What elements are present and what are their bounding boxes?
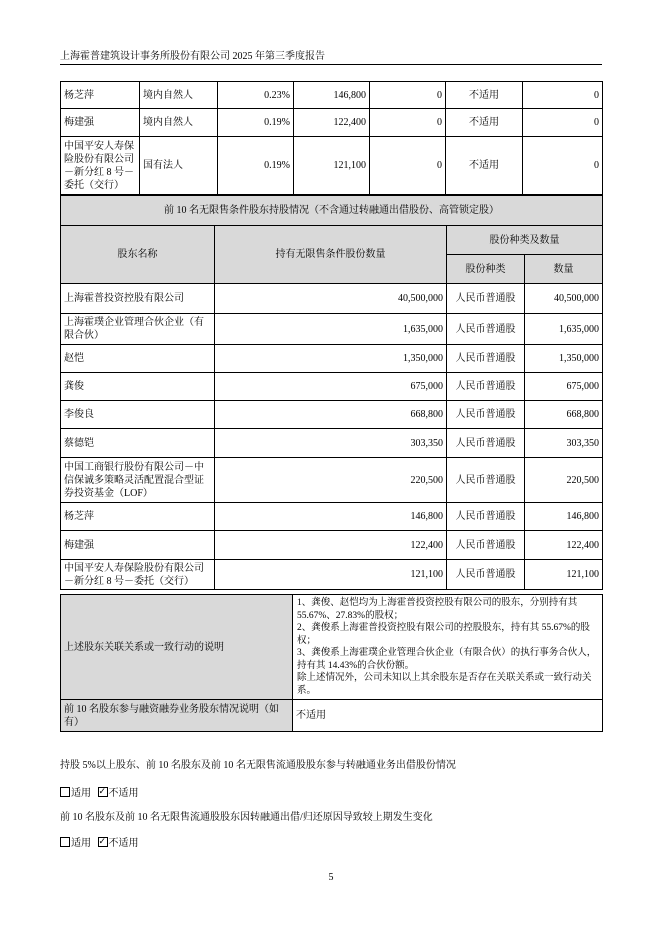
shareholder-nature: 国有法人 [140,137,218,195]
unrestricted-qty: 1,635,000 [215,314,447,345]
shareholder-name: 李俊良 [61,401,215,429]
share-type: 人民币普通股 [447,560,525,590]
shareholder-nature: 境内自然人 [140,109,218,137]
table-row [61,373,603,401]
relation-line: 2、龚俊系上海霍普投资控股有限公司的控股股东，持有其 55.67%的股权； [297,623,590,646]
share-amount: 1,635,000 [525,314,603,345]
share-type: 人民币普通股 [447,458,525,503]
holding-shares: 121,100 [294,137,370,195]
col-share-amount: 数量 [525,255,603,284]
option-not-applicable-label: 不适用 [108,788,139,799]
relation-notes [293,595,603,700]
share-amount: 303,350 [525,429,603,458]
relation-table [60,594,603,732]
section-title: 前 10 名无限售条件股东持股情况（不含通过转融通出借股份、高管锁定股） [61,196,603,226]
unrestricted-qty: 146,800 [215,503,447,531]
option-applicable-label: 适用 [71,838,91,849]
share-amount: 675,000 [525,373,603,401]
share-amount: 122,400 [525,531,603,560]
pledge-status: 不适用 [446,137,523,195]
share-type: 人民币普通股 [447,314,525,345]
option-applicable-label: 适用 [71,788,91,799]
share-amount: 1,350,000 [525,345,603,373]
table-row [61,137,603,195]
unrestricted-qty: 303,350 [215,429,447,458]
shareholder-name: 赵恺 [61,345,215,373]
table-row [61,284,603,314]
section2-text: 前 10 名股东及前 10 名无限售流通股股东因转融通出借/归还原因导致较上期发生变化 [60,812,433,823]
share-amount: 121,100 [525,560,603,590]
share-amount: 146,800 [525,503,603,531]
report-header: 上海霍普建筑设计事务所股份有限公司 2025 年第三季度报告 [60,51,325,62]
table-row [61,503,603,531]
checkbox-applicable[interactable] [60,837,70,847]
pledge-qty: 0 [523,137,603,195]
unrestricted-qty: 122,400 [215,531,447,560]
restricted-shares: 0 [370,82,446,109]
col-share-type-group: 股份种类及数量 [447,226,603,255]
share-type: 人民币普通股 [447,531,525,560]
margin-label: 前 10 名股东参与融资融券业务股东情况说明（如有） [61,700,293,732]
col-shareholder-name: 股东名称 [61,226,215,284]
relation-line: 3、龚俊系上海霍璞企业管理合伙企业（有限合伙）的执行事务合伙人，持有其 14.43%的合伙份额。 [297,648,597,671]
unrestricted-qty: 121,100 [215,560,447,590]
checkbox-not-applicable[interactable] [98,787,108,797]
holding-pct: 0.19% [218,137,294,195]
shareholder-name: 蔡德铠 [61,429,215,458]
unrestricted-qty: 220,500 [215,458,447,503]
table-row [61,82,603,109]
relation-label: 上述股东关联关系或一致行动的说明 [61,595,293,700]
unrestricted-qty: 668,800 [215,401,447,429]
option-not-applicable-label: 不适用 [108,838,139,849]
holding-pct: 0.19% [218,109,294,137]
share-amount: 668,800 [525,401,603,429]
restricted-shares: 0 [370,109,446,137]
table-row [61,401,603,429]
share-type: 人民币普通股 [447,284,525,314]
unrestricted-shareholders-table [60,195,603,590]
holding-shares: 146,800 [294,82,370,109]
shareholder-name: 中国平安人寿保险股份有限公司－新分红 8 号－委托（交行） [61,137,140,195]
section1-options [60,784,139,799]
table-row [61,314,603,345]
shareholder-name: 中国平安人寿保险股份有限公司－新分红 8 号－委托（交行） [61,560,215,590]
header-rule [60,64,602,65]
restricted-shares: 0 [370,137,446,195]
table-row [61,429,603,458]
share-type: 人民币普通股 [447,429,525,458]
holding-pct: 0.23% [218,82,294,109]
pledge-qty: 0 [523,82,603,109]
table-row [61,345,603,373]
pledge-qty: 0 [523,109,603,137]
table-row [61,560,603,590]
col-unrestricted-qty: 持有无限售条件股份数量 [215,226,447,284]
unrestricted-qty: 675,000 [215,373,447,401]
section1-text: 持股 5%以上股东、前 10 名股东及前 10 名无限售流通股股东参与转融通业务出借股份情况 [60,760,456,771]
table-row [61,531,603,560]
pledge-status: 不适用 [446,82,523,109]
checkbox-not-applicable[interactable] [98,837,108,847]
shareholder-name: 梅建强 [61,109,140,137]
section2-options [60,834,139,849]
page-number: 5 [328,872,334,883]
table-row [61,458,603,503]
shareholder-name: 杨芝萍 [61,82,140,109]
relation-line: 1、龚俊、赵恺均为上海霍普投资控股有限公司的股东，分别持有其 55.67%、27.83%的股权； [297,598,578,621]
share-amount: 40,500,000 [525,284,603,314]
holding-shares: 122,400 [294,109,370,137]
shareholder-name: 上海霍璞企业管理合伙企业（有限合伙） [61,314,215,345]
checkbox-applicable[interactable] [60,787,70,797]
relation-line: 除上述情况外，公司未知以上其余股东是否存在关联关系或一致行动关系。 [297,673,592,696]
share-amount: 220,500 [525,458,603,503]
share-type: 人民币普通股 [447,503,525,531]
col-share-type: 股份种类 [447,255,525,284]
shareholder-name: 梅建强 [61,531,215,560]
shareholder-name: 杨芝萍 [61,503,215,531]
margin-value: 不适用 [293,700,603,732]
shareholder-nature: 境内自然人 [140,82,218,109]
pledge-status: 不适用 [446,109,523,137]
unrestricted-qty: 40,500,000 [215,284,447,314]
shareholder-name: 上海霍普投资控股有限公司 [61,284,215,314]
shareholder-name: 龚俊 [61,373,215,401]
table-row [61,109,603,137]
share-type: 人民币普通股 [447,345,525,373]
share-type: 人民币普通股 [447,373,525,401]
shareholder-name: 中国工商银行股份有限公司－中信保诚多策略灵活配置混合型证券投资基金（LOF） [61,458,215,503]
top10-shareholders-table-tail [60,81,603,195]
share-type: 人民币普通股 [447,401,525,429]
unrestricted-qty: 1,350,000 [215,345,447,373]
